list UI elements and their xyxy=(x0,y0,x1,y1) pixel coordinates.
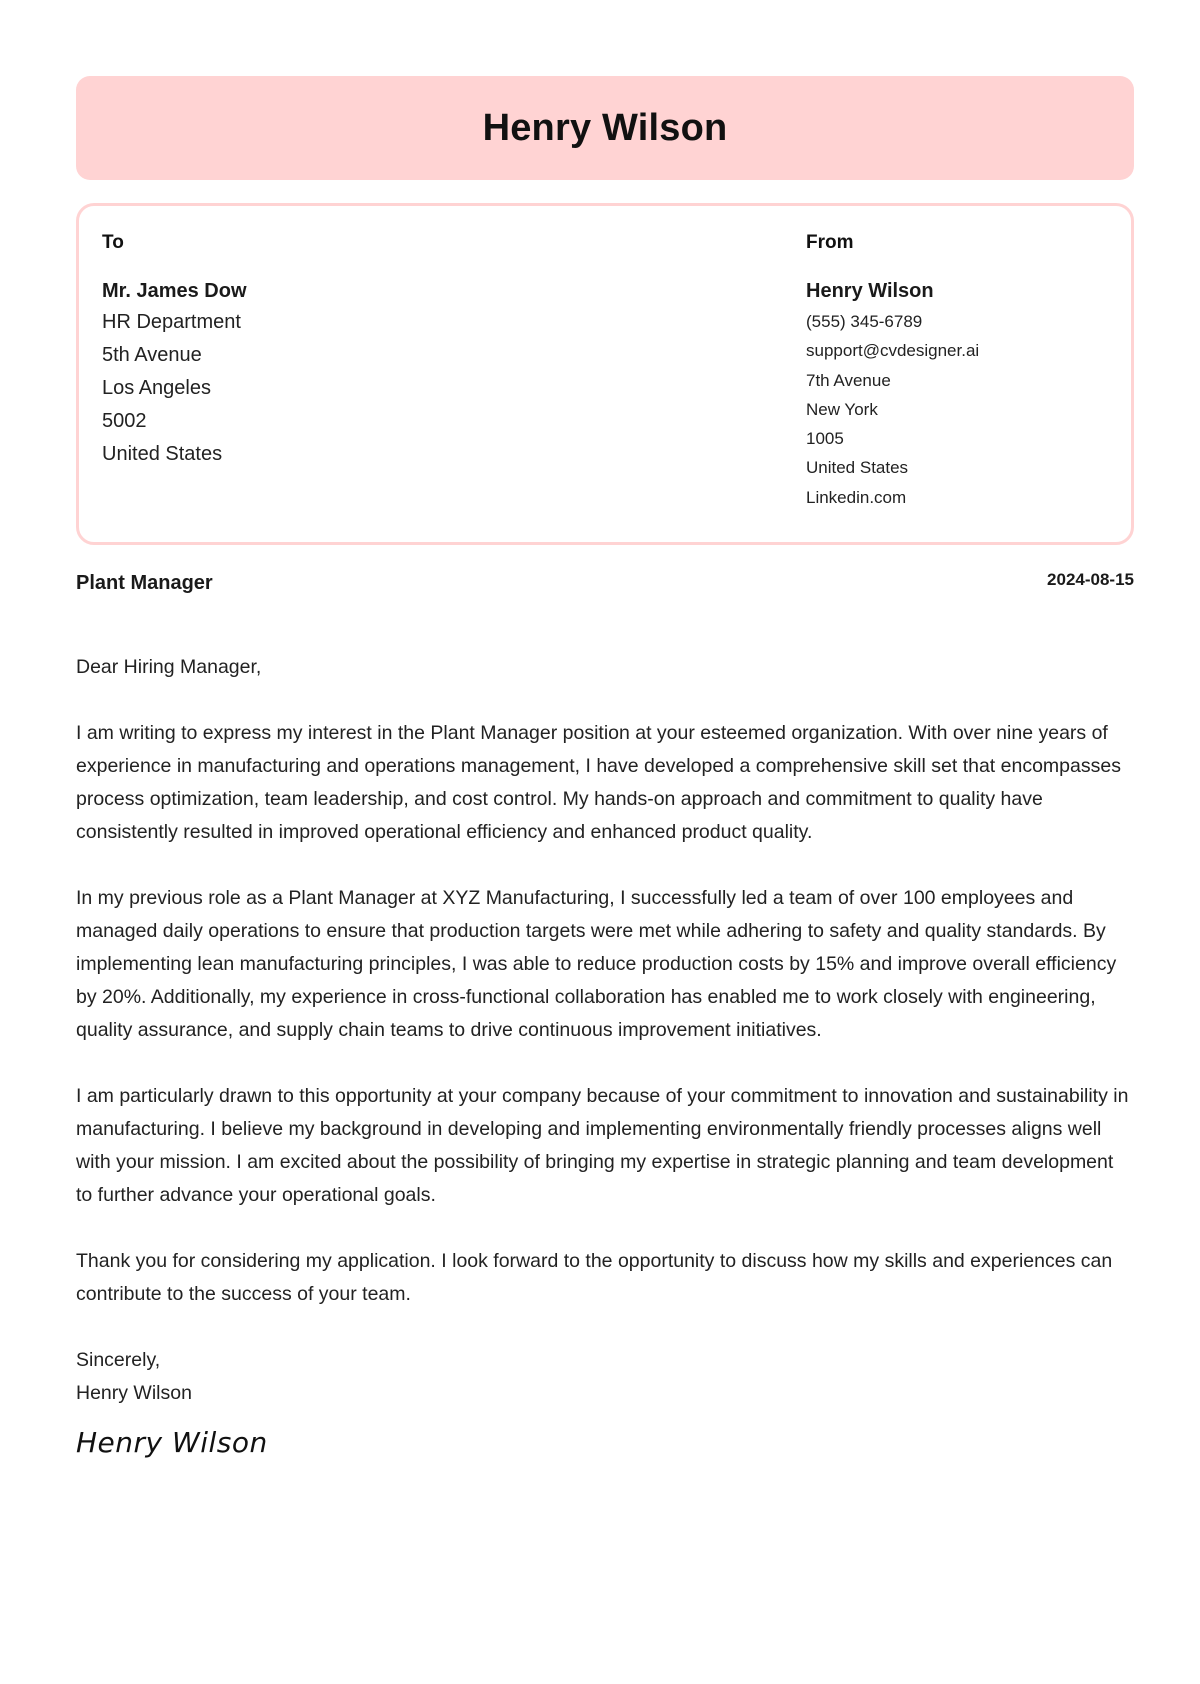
to-heading: To xyxy=(102,232,124,253)
recipient-city: Los Angeles xyxy=(102,377,211,399)
letter-date: 2024-08-15 xyxy=(1047,570,1134,589)
recipient-name: Mr. James Dow xyxy=(102,280,247,302)
sender-phone: (555) 345-6789 xyxy=(806,312,923,331)
sender-name: Henry Wilson xyxy=(806,280,934,302)
closing-block xyxy=(76,1344,1134,1410)
applicant-name-title: Henry Wilson xyxy=(482,106,728,149)
sender-city: New York xyxy=(806,399,878,419)
from-heading: From xyxy=(806,232,854,253)
signature: Henry Wilson xyxy=(76,1426,268,1459)
job-title: Plant Manager xyxy=(76,572,213,594)
sender-block xyxy=(806,231,979,512)
recipient-postal-code: 5002 xyxy=(102,410,147,432)
recipient-block xyxy=(102,231,247,471)
cover-letter-page xyxy=(76,76,1134,1459)
salutation: Dear Hiring Manager, xyxy=(76,656,262,678)
body-paragraph-1: I am writing to express my interest in the Plant Manager position at your esteemed organization. With over nine years of experience in manufacturing and operations management, I have developed a comprehensive skill set that encompasses process optimization, team leadership, and cost control. My hands-on approach and commitment to quality have consistently resulted in improved operational efficiency and enhanced product quality. xyxy=(76,722,1121,843)
closing-name: Henry Wilson xyxy=(76,1382,192,1404)
recipient-department: HR Department xyxy=(102,311,241,333)
body-paragraph-3: I am particularly drawn to this opportunity at your company because of your commitment to innovation and sustainability in manufacturing. I believe my background in developing and implementing environmentally friendly processes aligns well with your mission. I am excited about the possibility of bringing my expertise in strategic planning and team development to further advance your operational goals. xyxy=(76,1085,1129,1206)
body-paragraph-4: Thank you for considering my application. I look forward to the opportunity to discuss how my skills and experiences can contribute to the success of your team. xyxy=(76,1250,1113,1305)
recipient-street: 5th Avenue xyxy=(102,344,202,366)
sender-country: United States xyxy=(806,458,909,478)
sender-street: 7th Avenue xyxy=(806,370,891,390)
sender-email: support@cvdesigner.ai xyxy=(806,341,980,361)
letter-meta-row xyxy=(76,570,1134,600)
sender-linkedin: Linkedin.com xyxy=(806,487,907,507)
sender-postal-code: 1005 xyxy=(806,429,844,449)
header-banner xyxy=(76,76,1134,180)
closing-phrase: Sincerely, xyxy=(76,1349,161,1371)
address-box xyxy=(76,203,1134,545)
body-paragraph-2: In my previous role as a Plant Manager at XYZ Manufacturing, I successfully led a team of over 100 employees and managed daily operations to ensure that production targets were met while adhering to safety and quality standards. By implementing lean manufacturing principles, I was able to reduce production costs by 15% and improve overall efficiency by 20%. Additionally, my experience in cross-functional collaboration has enabled me to work closely with engineering, quality assurance, and supply chain teams to drive continuous improvement initiatives. xyxy=(76,887,1117,1041)
letter-body xyxy=(76,651,1134,1311)
recipient-country: United States xyxy=(102,443,223,465)
